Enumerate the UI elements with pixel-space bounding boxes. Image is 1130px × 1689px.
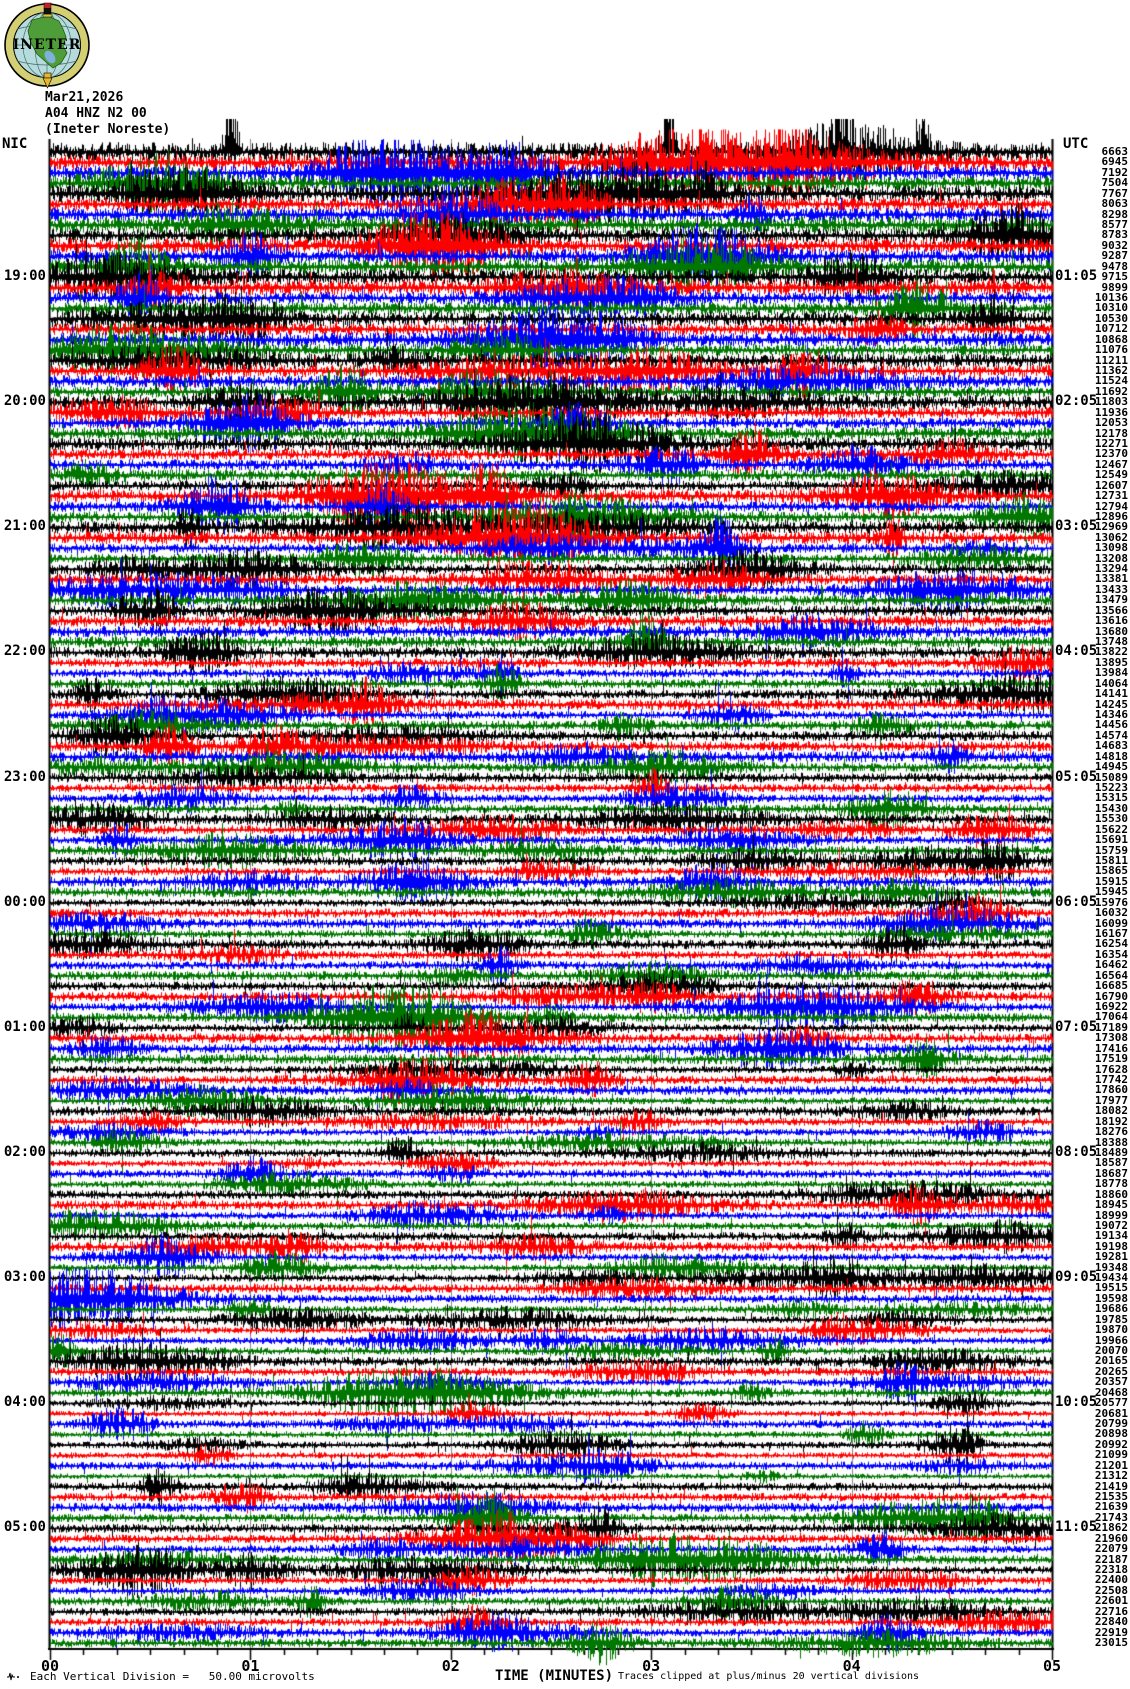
trace-value: 14818 bbox=[1094, 749, 1128, 763]
trace-value: 11211 bbox=[1094, 353, 1128, 367]
trace-value: 12271 bbox=[1094, 436, 1128, 450]
trace-value: 18082 bbox=[1094, 1104, 1128, 1118]
trace-value: 12370 bbox=[1094, 447, 1128, 461]
trace-value: 14064 bbox=[1094, 676, 1128, 690]
trace-value: 21862 bbox=[1094, 1521, 1128, 1535]
trace-value: 12896 bbox=[1094, 509, 1128, 523]
trace-value: 16922 bbox=[1094, 999, 1128, 1013]
clipping-note: Traces clipped at plus/minus 20 vertical divisions bbox=[618, 1671, 920, 1682]
trace-value: 19134 bbox=[1094, 1229, 1128, 1243]
trace-value: 17416 bbox=[1094, 1041, 1128, 1055]
trace-value: 20468 bbox=[1094, 1385, 1128, 1399]
utc-hour-label: 08:05 bbox=[1055, 1143, 1098, 1160]
trace-value: 15691 bbox=[1094, 833, 1128, 847]
trace-value: 14945 bbox=[1094, 760, 1128, 774]
trace-value: 15811 bbox=[1094, 854, 1128, 867]
trace-value: 19072 bbox=[1094, 1218, 1128, 1232]
nic-hour-label: 21:00 bbox=[3, 518, 46, 535]
utc-hour-label: 01:05 bbox=[1055, 268, 1098, 285]
trace-value: 9899 bbox=[1101, 280, 1128, 294]
trace-value: 18489 bbox=[1094, 1145, 1128, 1159]
trace-value: 16254 bbox=[1094, 937, 1128, 951]
trace-value: 15865 bbox=[1094, 864, 1128, 878]
trace-value: 19515 bbox=[1094, 1281, 1128, 1295]
x-tick-label: 01 bbox=[241, 1657, 260, 1675]
trace-value: 23015 bbox=[1094, 1636, 1128, 1649]
scale-squiggle-icon bbox=[6, 1671, 22, 1681]
trace-value: 9287 bbox=[1101, 249, 1128, 263]
trace-value: 13566 bbox=[1094, 603, 1128, 617]
trace-value: 19434 bbox=[1094, 1271, 1128, 1285]
trace-value: 20265 bbox=[1094, 1364, 1128, 1378]
trace-value: 20898 bbox=[1094, 1427, 1128, 1441]
trace-value: 13984 bbox=[1094, 666, 1128, 680]
nic-hour-label: 01:00 bbox=[3, 1018, 46, 1035]
trace-value: 11936 bbox=[1094, 405, 1128, 419]
trace-value: 13616 bbox=[1094, 614, 1128, 628]
trace-value: 12607 bbox=[1094, 478, 1128, 492]
trace-value: 9478 bbox=[1101, 259, 1128, 273]
nic-hour-label: 00:00 bbox=[3, 893, 46, 910]
trace-value: 12969 bbox=[1094, 520, 1128, 534]
nic-hour-label: 02:00 bbox=[3, 1143, 46, 1160]
utc-hour-label: 03:05 bbox=[1055, 518, 1098, 535]
nic-hour-label: 19:00 bbox=[3, 268, 46, 285]
trace-value: 20070 bbox=[1094, 1344, 1128, 1358]
trace-value: 10310 bbox=[1094, 301, 1128, 315]
trace-value: 17308 bbox=[1094, 1031, 1128, 1045]
trace-value: 21419 bbox=[1094, 1479, 1128, 1493]
utc-hour-label: 10:05 bbox=[1055, 1394, 1098, 1411]
trace-value: 8298 bbox=[1101, 207, 1128, 221]
trace-value: 13381 bbox=[1094, 572, 1128, 586]
trace-value: 13895 bbox=[1094, 655, 1128, 669]
trace-value: 19281 bbox=[1094, 1250, 1128, 1264]
trace-value: 18999 bbox=[1094, 1208, 1128, 1222]
trace-value: 18192 bbox=[1094, 1114, 1128, 1128]
trace-value: 18945 bbox=[1094, 1198, 1128, 1212]
trace-value: 22716 bbox=[1094, 1604, 1128, 1618]
trace-value: 11076 bbox=[1094, 343, 1128, 357]
trace-value: 22919 bbox=[1094, 1625, 1128, 1639]
trace-value: 7767 bbox=[1101, 186, 1128, 200]
trace-value: 12467 bbox=[1094, 457, 1128, 471]
trace-value: 19598 bbox=[1094, 1291, 1128, 1305]
trace-value: 21201 bbox=[1094, 1458, 1128, 1472]
trace-value: 15759 bbox=[1094, 843, 1128, 857]
utc-hour-label: 11:05 bbox=[1055, 1519, 1098, 1536]
trace-value: 21960 bbox=[1094, 1531, 1128, 1545]
trace-value: 6945 bbox=[1101, 155, 1128, 169]
trace-value: 16564 bbox=[1094, 968, 1128, 982]
trace-value: 12794 bbox=[1094, 499, 1128, 513]
trace-value: 18388 bbox=[1094, 1135, 1128, 1149]
nic-hour-label: 20:00 bbox=[3, 393, 46, 410]
utc-hour-label: 04:05 bbox=[1055, 643, 1098, 660]
trace-value: 14346 bbox=[1094, 708, 1128, 722]
trace-value: 19870 bbox=[1094, 1323, 1128, 1337]
trace-value: 11362 bbox=[1094, 363, 1128, 377]
trace-value: 10712 bbox=[1094, 322, 1128, 336]
utc-hour-label: 06:05 bbox=[1055, 893, 1098, 910]
nic-hour-label: 05:00 bbox=[3, 1519, 46, 1536]
trace-value: 10136 bbox=[1094, 290, 1128, 304]
trace-value: 15430 bbox=[1094, 801, 1128, 815]
trace-value: 19198 bbox=[1094, 1239, 1128, 1253]
trace-value: 22187 bbox=[1094, 1552, 1128, 1566]
trace-value: 15530 bbox=[1094, 812, 1128, 826]
trace-value: 17064 bbox=[1094, 1010, 1128, 1024]
trace-value: 13748 bbox=[1094, 635, 1128, 649]
trace-value: 17860 bbox=[1094, 1083, 1128, 1097]
trace-value: 21312 bbox=[1094, 1469, 1128, 1483]
trace-value: 22601 bbox=[1094, 1594, 1128, 1608]
trace-value: 16167 bbox=[1094, 926, 1128, 940]
trace-value: 8783 bbox=[1101, 228, 1128, 242]
trace-value: 17189 bbox=[1094, 1020, 1128, 1034]
trace-value: 16790 bbox=[1094, 989, 1128, 1003]
trace-value: 13433 bbox=[1094, 582, 1128, 596]
nic-hour-label: 04:00 bbox=[3, 1394, 46, 1411]
trace-value: 15976 bbox=[1094, 895, 1128, 909]
trace-value: 16462 bbox=[1094, 958, 1128, 972]
trace-value: 17519 bbox=[1094, 1052, 1128, 1066]
trace-value: 13208 bbox=[1094, 551, 1128, 565]
trace-value: 17628 bbox=[1094, 1062, 1128, 1076]
utc-hour-label: 07:05 bbox=[1055, 1018, 1098, 1035]
trace-value: 15223 bbox=[1094, 781, 1128, 795]
trace-value: 14574 bbox=[1094, 728, 1128, 742]
trace-value: 7192 bbox=[1101, 165, 1128, 179]
trace-value: 11524 bbox=[1094, 374, 1128, 388]
trace-value: 13294 bbox=[1094, 562, 1128, 576]
trace-value: 20799 bbox=[1094, 1417, 1128, 1431]
trace-value: 16032 bbox=[1094, 906, 1128, 920]
x-tick-label: 04 bbox=[842, 1657, 861, 1675]
trace-value: 13680 bbox=[1094, 624, 1128, 638]
trace-value: 8063 bbox=[1101, 197, 1128, 211]
nic-hour-label: 22:00 bbox=[3, 643, 46, 660]
trace-value: 17742 bbox=[1094, 1072, 1128, 1086]
trace-value: 19348 bbox=[1094, 1260, 1128, 1274]
trace-value: 22840 bbox=[1094, 1615, 1128, 1629]
trace-value: 8577 bbox=[1101, 217, 1128, 231]
trace-value: 18276 bbox=[1094, 1125, 1128, 1139]
x-axis-title: TIME (MINUTES) bbox=[495, 1668, 614, 1684]
trace-value: 18778 bbox=[1094, 1177, 1128, 1191]
trace-value: 22508 bbox=[1094, 1583, 1128, 1597]
utc-hour-label: 02:05 bbox=[1055, 393, 1098, 410]
x-tick-label: 00 bbox=[40, 1657, 60, 1675]
trace-value: 14245 bbox=[1094, 697, 1128, 711]
trace-value: 20165 bbox=[1094, 1354, 1128, 1368]
trace-value: 18587 bbox=[1094, 1156, 1128, 1170]
trace-value: 22400 bbox=[1094, 1573, 1128, 1587]
nic-hour-label: 03:00 bbox=[3, 1269, 46, 1286]
trace-value: 16099 bbox=[1094, 916, 1128, 930]
x-tick-label: 02 bbox=[441, 1657, 460, 1675]
trace-value: 15089 bbox=[1094, 770, 1128, 784]
trace-value: 11803 bbox=[1094, 395, 1128, 409]
nic-hour-label: 23:00 bbox=[3, 768, 46, 785]
x-tick-label: 03 bbox=[642, 1657, 661, 1675]
trace-value: 11692 bbox=[1094, 384, 1128, 398]
trace-value: 15315 bbox=[1094, 791, 1128, 805]
trace-value: 21099 bbox=[1094, 1448, 1128, 1462]
trace-value: 15945 bbox=[1094, 885, 1128, 899]
trace-value: 6663 bbox=[1101, 145, 1128, 158]
trace-value: 20681 bbox=[1094, 1406, 1128, 1420]
trace-value: 12178 bbox=[1094, 426, 1128, 440]
trace-value: 21743 bbox=[1094, 1510, 1128, 1524]
trace-value: 10868 bbox=[1094, 332, 1128, 346]
trace-value: 18860 bbox=[1094, 1187, 1128, 1201]
utc-hour-label: 05:05 bbox=[1055, 768, 1098, 785]
trace-value: 14141 bbox=[1094, 687, 1128, 701]
trace-value: 17977 bbox=[1094, 1093, 1128, 1107]
trace-value: 7504 bbox=[1101, 176, 1128, 190]
trace-value: 19785 bbox=[1094, 1312, 1128, 1326]
trace-value: 13098 bbox=[1094, 541, 1128, 555]
trace-value: 9032 bbox=[1101, 238, 1128, 252]
trace-value: 13479 bbox=[1094, 593, 1128, 607]
trace-value: 19966 bbox=[1094, 1333, 1128, 1347]
trace-value: 13822 bbox=[1094, 645, 1128, 659]
trace-value: 10530 bbox=[1094, 311, 1128, 325]
trace-value: 14683 bbox=[1094, 739, 1128, 753]
trace-value: 15622 bbox=[1094, 822, 1128, 836]
trace-value: 12549 bbox=[1094, 468, 1128, 482]
utc-hour-label: 09:05 bbox=[1055, 1269, 1098, 1286]
trace-value: 20577 bbox=[1094, 1396, 1128, 1410]
trace-value: 16354 bbox=[1094, 947, 1128, 961]
trace-value: 20357 bbox=[1094, 1375, 1128, 1389]
trace-value: 19686 bbox=[1094, 1302, 1128, 1316]
trace-value: 13062 bbox=[1094, 530, 1128, 544]
trace-value: 16685 bbox=[1094, 979, 1128, 993]
trace-value: 20992 bbox=[1094, 1437, 1128, 1451]
trace-value: 15915 bbox=[1094, 874, 1128, 888]
trace-value: 12053 bbox=[1094, 416, 1128, 430]
vertical-division-note: Each Vertical Division = 50.00 microvolts bbox=[30, 1670, 315, 1683]
x-tick-label: 05 bbox=[1042, 1657, 1062, 1675]
trace-value: 21535 bbox=[1094, 1490, 1128, 1504]
trace-value: 22079 bbox=[1094, 1542, 1128, 1556]
trace-value: 9715 bbox=[1101, 270, 1128, 284]
trace-value: 12731 bbox=[1094, 489, 1128, 503]
trace-value: 21639 bbox=[1094, 1500, 1128, 1514]
trace-value: 14456 bbox=[1094, 718, 1128, 732]
trace-value: 18687 bbox=[1094, 1166, 1128, 1180]
trace-value: 22318 bbox=[1094, 1563, 1128, 1576]
